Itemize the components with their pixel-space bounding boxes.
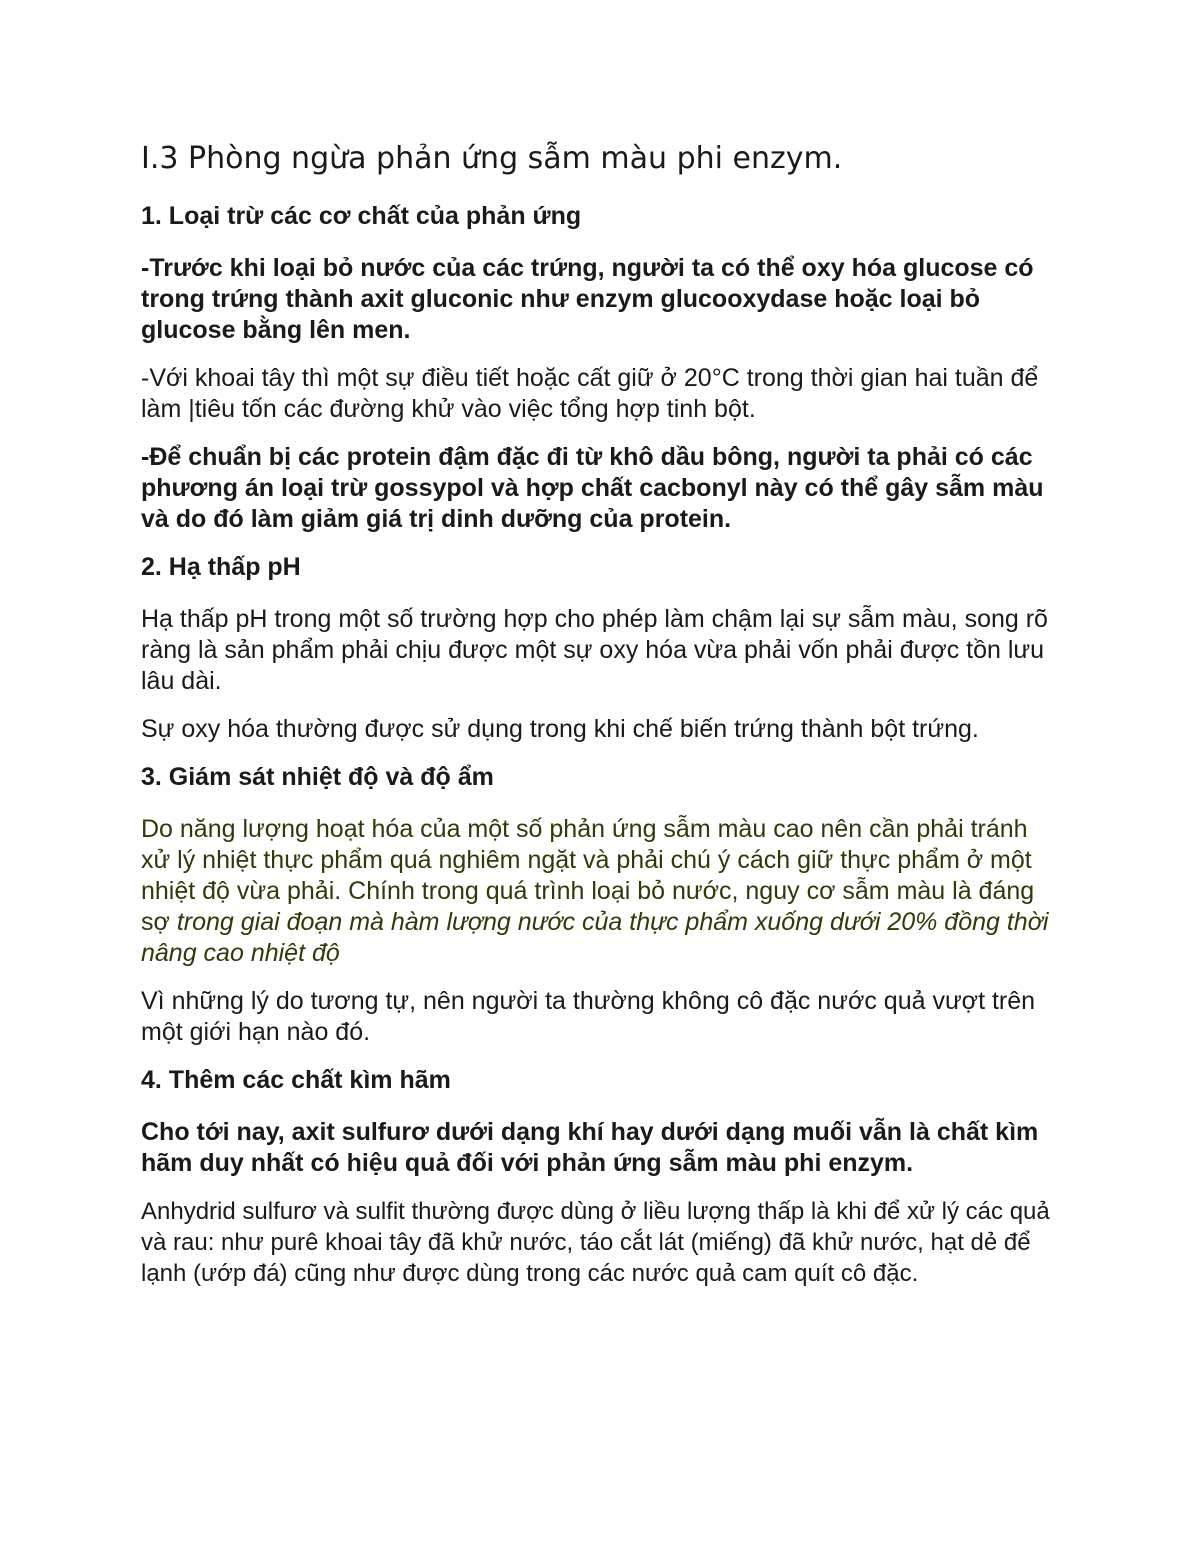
page-title: I.3 Phòng ngừa phản ứng sẫm màu phi enzym. [141,141,843,176]
section-heading-1: 1. Loại trừ các cơ chất của phản ứng [141,202,582,230]
paragraph-eggs-glucose: -Trước khi loại bỏ nước của các trứng, người ta có thể oxy hóa glucose có trong trứng thành axit gluconic như enzym glucooxydase hoặc loại bỏ glucose bằng lên men. [141,254,1034,344]
paragraph-activation-energy [141,814,1061,969]
section-heading-4: 4. Thêm các chất kìm hãm [141,1066,451,1094]
section-heading-2: 2. Hạ thấp pH [141,553,301,581]
document-page [141,140,1061,1306]
activation-energy-text: Do năng lượng hoạt hóa của một số phản ứng sẫm màu cao nên cần phải tránh xử lý nhiệt thực phẩm quá nghiêm ngặt và phải chú ý cách giữ thực phẩm ở một nhiệt độ vừa phải. Chính trong quá trình loại bỏ nước, nguy cơ sẫm màu là đáng sợ [141,815,1035,936]
section-heading-3: 3. Giám sát nhiệt độ và độ ẩm [141,763,494,791]
paragraph-gossypol: -Để chuẩn bị các protein đậm đặc đi từ khô dầu bông, người ta phải có các phương án loại trừ gossypol và hợp chất cacbonyl này có thể gây sẫm màu và do đó làm giảm giá trị dinh dưỡng của protein. [141,443,1044,533]
paragraph-egg-powder: Sự oxy hóa thường được sử dụng trong khi chế biến trứng thành bột trứng. [141,715,979,743]
paragraph-potato-storage: -Với khoai tây thì một sự điều tiết hoặc cất giữ ở 20°C trong thời gian hai tuần để làm |tiêu tốn các đường khử vào việc tổng hợp tinh bột. [141,364,1039,423]
paragraph-sulfite-usage: Anhydrid sulfurơ và sulfit thường được dùng ở liều lượng thấp là khi để xử lý các quả và rau: như purê khoai tây đã khử nước, táo cắt lát (miếng) đã khử nước, hạt dẻ để lạnh (ướp đá) cũng như được dùng trong các nước quả cam quít cô đặc. [141,1198,1050,1287]
paragraph-lower-ph: Hạ thấp pH trong một số trường hợp cho phép làm chậm lại sự sẫm màu, song rõ ràng là sản phẩm phải chịu được một sự oxy hóa vừa phải vốn phải được tồn lưu lâu dài. [141,605,1048,695]
activation-energy-italic: trong giai đoạn mà hàm lượng nước của thực phẩm xuống dưới 20% đồng thời nâng cao nhiệt độ [141,908,1049,967]
paragraph-juice-concentration: Vì những lý do tương tự, nên người ta thường không cô đặc nước quả vượt trên một giới hạn nào đó. [141,987,1036,1046]
paragraph-sulfurous-acid: Cho tới nay, axit sulfurơ dưới dạng khí hay dưới dạng muối vẫn là chất kìm hãm duy nhất có hiệu quả đối với phản ứng sẫm màu phi enzym. [141,1118,1039,1177]
